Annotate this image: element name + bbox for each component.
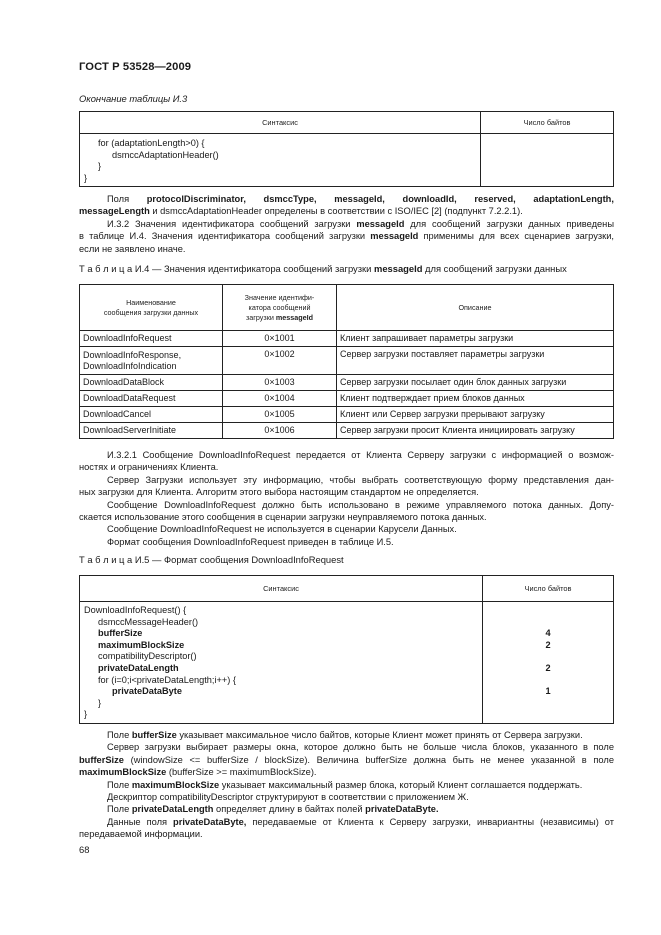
table-row	[80, 423, 614, 439]
table-row	[80, 347, 614, 375]
code-line: bufferSize	[98, 628, 143, 639]
table4-header-id: Значение идентифи- катора сообщений загрузки messageId	[223, 285, 337, 331]
code-line: compatibilityDescriptor()	[98, 651, 197, 662]
table3-end	[79, 111, 614, 187]
message-id: 0×1006	[223, 423, 337, 439]
message-name: DownloadInfoRequest	[80, 331, 223, 347]
code-line: }	[84, 709, 88, 720]
table3-caption: Окончание таблицы И.3	[79, 93, 188, 104]
message-id: 0×1004	[223, 391, 337, 407]
code-line: }	[98, 697, 102, 708]
paragraph-buffer-fields: Поле bufferSize указывает максимальное число байтов, которые Клиент может принять от Сервера загрузки. Сервер загрузки выбирает размеры окна, которое должно быть не больше числа блоков, указанного в поле bufferSize (windowSize <= bufferSize / blockSize). Величина bufferSize должна быть не менее указанной в поле maximumBlockSize (bufferSize >= maximumBlockSize). Поле maximumBlockSize указывает максимальный размер блока, который Клиент соглашается поддержать. Дескриптор compatibilityDescriptor структурируют в соответствии с приложением Ж. Поле privateDataLength определяет длину в байтах полей privateDataByte. Данные поля privateDataByte, передаваемые от Клиента к Серверу загрузки, инвариантны (независимы) от передаваемой информации.	[79, 730, 614, 840]
message-description: Сервер загрузки поставляет параметры загрузки	[337, 347, 614, 375]
document-header: ГОСТ Р 53528—2009	[79, 61, 192, 73]
table3-header-syntax: Синтаксис	[80, 112, 481, 134]
message-id: 0×1001	[223, 331, 337, 347]
message-description: Сервер загрузки посылает один блок данных загрузки	[337, 375, 614, 391]
byte-count: 2	[545, 662, 551, 673]
code-line: dsmccMessageHeader()	[98, 616, 199, 627]
code-line: for (adaptationLength>0) {	[98, 138, 205, 148]
page-number: 68	[79, 844, 90, 855]
code-line: privateDataByte	[112, 686, 182, 697]
code-line: DownloadInfoRequest() {	[84, 605, 187, 615]
table3-header-bytes: Число байтов	[481, 112, 614, 134]
message-name: DownloadDataRequest	[80, 391, 223, 407]
table5-header-bytes: Число байтов	[483, 576, 614, 602]
message-id: 0×1002	[223, 347, 337, 375]
message-description: Сервер загрузки просит Клиента инициировать загрузку	[337, 423, 614, 439]
byte-count	[487, 617, 609, 629]
table-row	[80, 331, 614, 347]
table3-code-cell	[80, 134, 481, 187]
byte-count: 4	[545, 628, 551, 639]
message-description: Клиент запрашивает параметры загрузки	[337, 331, 614, 347]
table-row	[80, 391, 614, 407]
code-line: }	[98, 161, 102, 172]
byte-count: 1	[545, 686, 551, 697]
table3-bytes-cell	[481, 134, 614, 187]
byte-count	[487, 709, 609, 721]
byte-count	[487, 675, 609, 687]
table4-caption: Т а б л и ц а И.4 — Значения идентификатора сообщений загрузки messageId для сообщений загрузки данных	[79, 263, 567, 274]
message-name: DownloadServerInitiate	[80, 423, 223, 439]
table5-bytes-cell	[483, 602, 614, 724]
table4-header-description: Описание	[337, 285, 614, 331]
table5-code-cell	[80, 602, 483, 724]
message-description: Клиент подтверждает прием блоков данных	[337, 391, 614, 407]
table4-header-name: Наименование сообщения загрузки данных	[80, 285, 223, 331]
byte-count	[487, 651, 609, 663]
message-description: Клиент или Сервер загрузки прерывают загрузку	[337, 407, 614, 423]
paragraph-downloadinforequest: И.3.2.1 Сообщение DownloadInfoRequest передается от Клиента Серверу загрузки с информацией о возмож- ностях и ограничениях Клиента. Сервер Загрузки использует эту информацию, чтобы выбрать соответствующую форму представления дан- ных загрузки для Клиента. Алгоритм этого выбора настоящим стандартом не определяется. Сообщение DownloadInfoRequest должно быть использовано в режиме управляемого потока данных. Допу- скается использование этого сообщения в сценарии загрузки неуправляемого потока данных. Сообщение DownloadInfoRequest не используется в сценарии Карусели Данных. Формат сообщения DownloadInfoRequest приведен в таблице И.5.	[79, 450, 614, 547]
message-name: DownloadCancel	[80, 407, 223, 423]
table5-caption: Т а б л и ц а И.5 — Формат сообщения DownloadInfoRequest	[79, 554, 344, 565]
byte-count: 2	[545, 639, 551, 650]
code-line: maximumBlockSize	[98, 639, 185, 650]
code-line: for (i=0;i<privateDataLength;i++) {	[98, 674, 236, 685]
message-id: 0×1003	[223, 375, 337, 391]
byte-count	[487, 698, 609, 710]
message-id: 0×1005	[223, 407, 337, 423]
code-line: privateDataLength	[98, 662, 179, 673]
message-name: DownloadInfoResponse, DownloadInfoIndication	[80, 347, 223, 375]
table5-header-syntax: Синтаксис	[80, 576, 483, 602]
paragraph-fields-definition: Поля protocolDiscriminator, dsmccType, messageId, downloadId, reserved, adaptationLength, messageLength и dsmccAdaptationHeader определены в соответствии с ISO/IEC [2] (подпункт 7.2.2.1).	[79, 194, 614, 217]
table5	[79, 575, 614, 724]
table-row	[80, 407, 614, 423]
paragraph-messageid-values: И.3.2 Значения идентификатора сообщений загрузки messageId для сообщений загрузки данных приведены в таблице И.4. Значения идентификатора сообщений загрузки messageId применимы для всех сценариев загрузки, если не заявлено иначе.	[79, 219, 614, 254]
table-row	[80, 375, 614, 391]
code-line: dsmccAdaptationHeader()	[112, 149, 219, 160]
code-line: }	[84, 172, 88, 183]
message-name: DownloadDataBlock	[80, 375, 223, 391]
table4	[79, 284, 614, 439]
byte-count	[487, 605, 609, 617]
